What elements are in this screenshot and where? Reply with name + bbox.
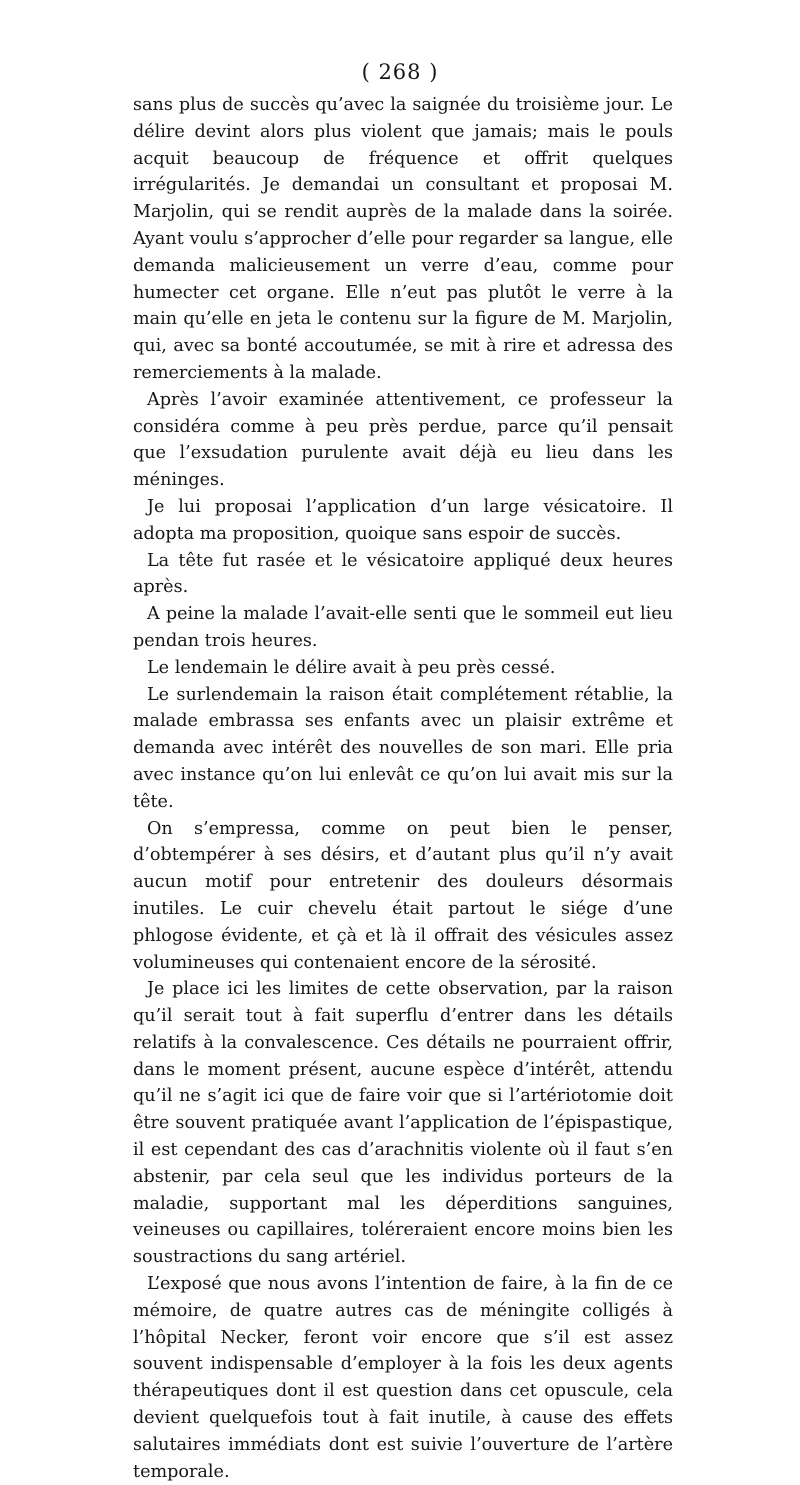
paragraph: Après l’avoir examinée attentivement, ce professeur la considéra comme à peu près perdue, parce qu’il pensait que l’exsudation purulente avait déjà eu lieu dans les méninges. [133, 389, 673, 491]
body-text [133, 92, 673, 1485]
paragraph: Le surlendemain la raison était complétement rétablie, la malade embrassa ses enfants avec un plaisir extrême et demanda avec intérêt des nouvelles de son mari. Elle pria avec instance qu’on lui enlevât ce qu’on lui avait mis sur la tête. [133, 684, 673, 812]
paragraph: Je place ici les limites de cette observation, par la raison qu’il serait tout à fait superflu d’entrer dans les détails relatifs à la convalescence. Ces détails ne pourraient offrir, dans le moment présent, aucune espèce d’intérêt, attendu qu’il ne s’agit ici que de faire voir que si l’artériotomie doit être souvent pratiquée avant l’application de l’épispastique, il est cependant des cas d’arachnitis violente où il faut s’en abstenir, par cela seul que les individus porteurs de la maladie, supportant mal les déperditions sanguines, veineuses ou capillaires, toléreraient encore moins bien les soustractions du sang artériel. [133, 979, 673, 1268]
paragraph: sans plus de succès qu’avec la saignée du troisième jour. Le délire devint alors plus violent que jamais; mais le pouls acquit beaucoup de fréquence et offrit quelques irrégularités. Je demandai un consultant et proposai M. Marjolin, qui se rendit auprès de la malade dans la soirée. Ayant voulu s’approcher d’elle pour regarder sa langue, elle demanda malicieusement un verre d’eau, comme pour humecter cet organe. Elle n’eut pas plutôt le verre à la main qu’elle en jeta le contenu sur la figure de M. Marjolin, qui, avec sa bonté accoutumée, se mit à rire et adressa des remerciements à la malade. [133, 95, 673, 383]
paragraph: On s’empressa, comme on peut bien le penser, d’obtempérer à ses désirs, et d’autant plus qu’il n’y avait aucun motif pour entretenir des douleurs désormais inutiles. Le cuir chevelu était partout le siége d’une phlogose évidente, et çà et là il offrait des vésicules assez volumineuses qui contenaient encore de la sérosité. [133, 818, 673, 973]
paragraph: A peine la malade l’avait-elle senti que le sommeil eut lieu pendan trois heures. [133, 604, 673, 651]
page-number: ( 268 ) [361, 60, 439, 84]
paragraph: Je lui proposai l’application d’un large vésicatoire. Il adopta ma proposition, quoique sans espoir de succès. [133, 496, 673, 544]
paragraph: La tête fut rasée et le vésicatoire appliqué deux heures après. [133, 550, 673, 598]
paragraph: Le lendemain le délire avait à peu près cessé. [147, 657, 556, 678]
paragraph: L’exposé que nous avons l’intention de faire, à la fin de ce mémoire, de quatre autres cas de méningite colligés à l’hôpital Necker, feront voir encore que s’il est assez souvent indispensable d’employer à la fois les deux agents thérapeutiques dont il est question dans cet opuscule, cela devient quelquefois tout à fait inutile, à cause des effets salutaires immédiats dont est suivie l’ouverture de l’artère temporale. [133, 1274, 673, 1482]
